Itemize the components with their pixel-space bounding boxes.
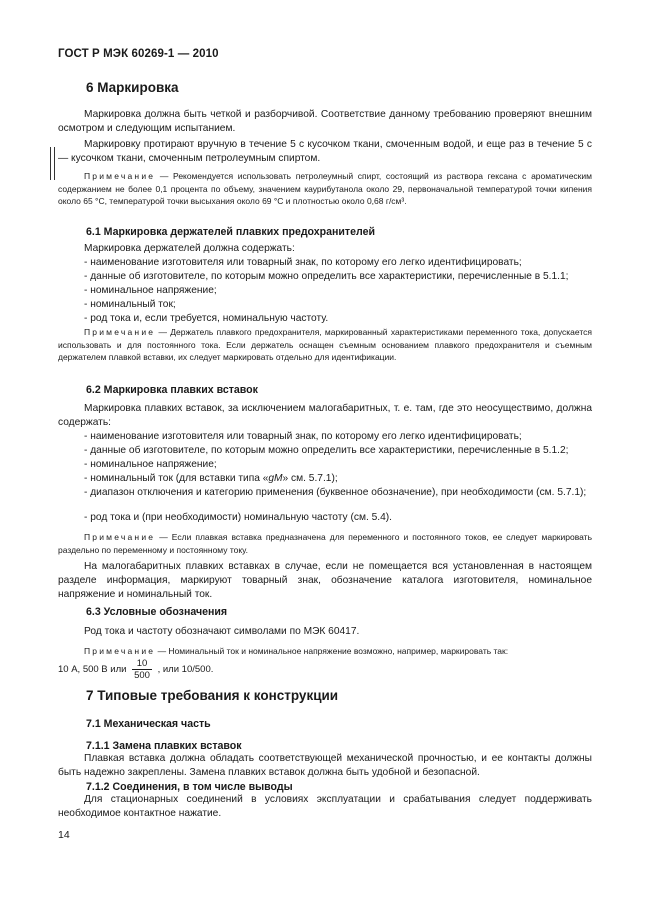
section-6-2-list-end	[62, 511, 592, 525]
note-label: Примечание	[84, 646, 156, 656]
list-item: - номинальное напряжение;	[84, 285, 217, 296]
note-label: Примечание	[84, 171, 156, 181]
section-6-1-intro: Маркировка держателей должна содержать:	[84, 243, 295, 254]
list-item-text: - номинальный ток (для вставки типа «	[84, 473, 269, 484]
fraction	[132, 658, 152, 681]
note-text: — Если плавкая вставка предназначена для переменного и постоянного токов, ее следует маркировать раздельно по переменному и постоянному току.	[58, 532, 592, 555]
section-6-2-note	[58, 531, 592, 556]
section-7-1-1-paragraph: Плавкая вставка должна обладать соответствующей механической прочностью, и ее контакты должны быть надежно закреплены. Замена плавких вставок должна быть удобной и безопасной.	[58, 753, 592, 778]
section-6-1-heading: 6.1 Маркировка держателей плавких предохранителей	[86, 226, 376, 238]
marking-example	[58, 658, 592, 681]
list-item: - род тока и, если требуется, номинальную частоту.	[84, 313, 329, 324]
section-7-1-1-heading: 7.1.1 Замена плавких вставок	[86, 740, 242, 752]
section-6-2-small-fuses: На малогабаритных плавких вставках в случае, если не помещается вся установленная в настоящем разделе информация, маркируют товарный знак, обозначение каталога изготовителя, номинальное напряжение и номинальный ток.	[58, 561, 592, 600]
note-text: — Номинальный ток и номинальное напряжение возможно, например, маркировать так:	[155, 646, 509, 656]
fuse-type-label: gM	[268, 473, 283, 484]
section-6-paragraph-1: Маркировка должна быть четкой и разборчивой. Соответствие данному требованию проверяют внешним осмотром и следующим испытанием.	[58, 109, 592, 134]
note-label: Примечание	[84, 532, 156, 542]
section-6-2-heading: 6.2 Маркировка плавких вставок	[86, 384, 258, 396]
list-item: - данные об изготовителе, по которым можно определить все характеристики, перечисленные в 5.1.2;	[84, 445, 569, 456]
section-6-3-paragraph: Род тока и частоту обозначают символами по МЭК 60417.	[84, 626, 360, 637]
list-item: - род тока и (при необходимости) номинальную частоту (см. 5.4).	[84, 512, 392, 523]
note-text: — Рекомендуется использовать петролеумный спирт, состоящий из раствора гексана с ароматическим содержанием не более 0,1 процента по объему, значением каурибутанола около 29, первоначальной температурой точки кипения около 65 °С, температурой точки высыхания около 69 °С и плотностью около 0,68 г/см³.	[58, 171, 592, 206]
section-6-1-note	[58, 326, 592, 364]
section-7-heading: 7 Типовые требования к конструкции	[86, 688, 339, 703]
list-item-text: » см. 5.7.1);	[282, 473, 338, 484]
example-text: , или 10/500.	[157, 664, 214, 676]
change-bar	[54, 147, 55, 180]
note-text: — Держатель плавкого предохранителя, маркированный характеристиками переменного тока, допускается использовать и для постоянного тока. Если держатель оснащен съемным основанием плавкого предохранителя и съемным держателем плавкой вставки, их следует маркировать отдельно для идентификации.	[58, 327, 592, 362]
section-7-1-heading: 7.1 Механическая часть	[86, 718, 211, 730]
section-6-paragraph-2: Маркировку протирают вручную в течение 5 с кусочком ткани, смоченным водой, и еще раз в течение 5 с — кусочком ткани, смоченным петролеумным спиртом.	[58, 139, 592, 164]
list-item: - данные об изготовителе, по которым можно определить все характеристики, перечисленные в 5.1.1;	[84, 271, 569, 282]
section-6-2-intro: Маркировка плавких вставок, за исключением малогабаритных, т. е. там, где это неосуществимо, должна содержать:	[58, 403, 592, 428]
section-6-note	[58, 170, 592, 208]
document-header: ГОСТ Р МЭК 60269-1 — 2010	[58, 48, 219, 60]
example-text: 10 А, 500 В или	[58, 664, 127, 676]
fraction-numerator: 10	[132, 658, 152, 670]
section-6-1-list	[62, 256, 592, 326]
list-item	[62, 472, 592, 486]
list-item: - номинальный ток;	[84, 299, 176, 310]
section-6-3-heading: 6.3 Условные обозначения	[86, 606, 228, 618]
section-7-1-2-paragraph: Для стационарных соединений в условиях эксплуатации и срабатывания следует поддерживать необходимое контактное нажатие.	[58, 794, 592, 819]
page-number: 14	[58, 829, 70, 841]
note-label: Примечание	[84, 327, 156, 337]
list-item: - наименование изготовителя или товарный знак, по которому его легко идентифицировать;	[84, 431, 522, 442]
section-6-3-note	[58, 645, 592, 658]
list-item: - наименование изготовителя или товарный знак, по которому его легко идентифицировать;	[84, 257, 522, 268]
section-7-1-2-heading: 7.1.2 Соединения, в том числе выводы	[86, 781, 293, 793]
section-6-2-list	[62, 430, 592, 486]
change-bar	[50, 147, 51, 180]
fraction-denominator: 500	[134, 670, 150, 681]
list-item: - диапазон отключения и категорию применения (буквенное обозначение), при необходимости (см. 5.7.1);	[84, 487, 587, 498]
list-item: - номинальное напряжение;	[84, 459, 217, 470]
section-6-heading: 6 Маркировка	[86, 80, 179, 95]
